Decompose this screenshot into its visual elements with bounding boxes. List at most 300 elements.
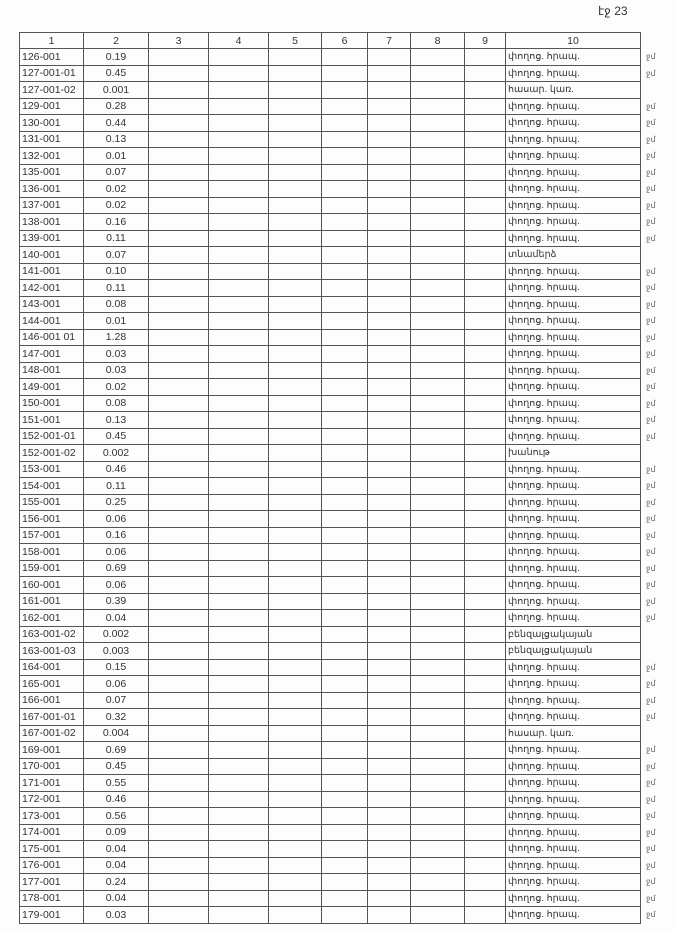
empty-cell	[368, 329, 411, 346]
empty-cell	[322, 511, 368, 528]
margin-mark: ջմ	[646, 679, 656, 688]
margin-mark: ջմ	[646, 299, 656, 309]
table-row	[20, 296, 641, 313]
empty-cell	[322, 148, 368, 165]
empty-cell	[209, 560, 269, 577]
empty-cell	[209, 593, 269, 610]
table-row	[20, 115, 641, 132]
empty-cell	[465, 98, 506, 115]
empty-cell	[269, 907, 322, 924]
area-value: 0.04	[84, 841, 149, 858]
land-use: փողոց. հրապ.	[506, 907, 641, 924]
empty-cell	[209, 626, 269, 643]
margin-mark: ջմ	[646, 415, 656, 424]
empty-cell	[149, 115, 209, 132]
land-use: փողոց. հրապ.	[506, 659, 641, 676]
margin-mark: ջմ	[646, 52, 656, 61]
parcel-code: 160-001	[20, 577, 84, 594]
empty-cell	[269, 445, 322, 462]
empty-cell	[368, 230, 411, 247]
area-value: 0.13	[84, 131, 149, 148]
empty-cell	[209, 758, 269, 775]
empty-cell	[149, 808, 209, 825]
empty-cell	[368, 692, 411, 709]
empty-cell	[209, 527, 269, 544]
land-use: փողոց. հրապ.	[506, 544, 641, 561]
empty-cell	[269, 412, 322, 429]
margin-mark: ջմ	[646, 134, 656, 144]
column-header-2: 2	[84, 33, 149, 49]
empty-cell	[269, 214, 322, 231]
land-use: հասար. կառ.	[506, 82, 641, 99]
empty-cell	[368, 643, 411, 660]
empty-cell	[368, 560, 411, 577]
empty-cell	[411, 329, 465, 346]
margin-mark: ջմ	[646, 365, 656, 375]
empty-cell	[465, 709, 506, 726]
land-use: փողոց. հրապ.	[506, 148, 641, 165]
empty-cell	[465, 148, 506, 165]
area-value: 0.09	[84, 824, 149, 841]
land-use: փողոց. հրապ.	[506, 362, 641, 379]
empty-cell	[269, 346, 322, 363]
empty-cell	[149, 874, 209, 891]
empty-cell	[209, 709, 269, 726]
land-use: փողոց. հրապ.	[506, 428, 641, 445]
empty-cell	[149, 494, 209, 511]
empty-cell	[465, 791, 506, 808]
land-use: փողոց. հրապ.	[506, 197, 641, 214]
margin-mark: ջմ	[646, 349, 656, 358]
empty-cell	[411, 362, 465, 379]
land-use: փողոց. հրապ.	[506, 263, 641, 280]
area-value: 0.002	[84, 445, 149, 462]
empty-cell	[465, 197, 506, 214]
empty-cell	[411, 610, 465, 627]
empty-cell	[411, 131, 465, 148]
empty-cell	[209, 544, 269, 561]
empty-cell	[209, 478, 269, 495]
empty-cell	[149, 329, 209, 346]
area-value: 0.19	[84, 49, 149, 66]
empty-cell	[411, 494, 465, 511]
empty-cell	[149, 824, 209, 841]
parcel-code: 164-001	[20, 659, 84, 676]
empty-cell	[269, 329, 322, 346]
land-use: փողոց. հրապ.	[506, 577, 641, 594]
empty-cell	[322, 98, 368, 115]
empty-cell	[411, 527, 465, 544]
page-number: էջ 23	[598, 4, 628, 18]
empty-cell	[149, 197, 209, 214]
land-use: փողոց. հրապ.	[506, 593, 641, 610]
area-value: 0.03	[84, 346, 149, 363]
land-use: փողոց. հրապ.	[506, 49, 641, 66]
empty-cell	[411, 758, 465, 775]
empty-cell	[269, 692, 322, 709]
parcel-code: 126-001	[20, 49, 84, 66]
land-use: փողոց. հրապ.	[506, 181, 641, 198]
empty-cell	[411, 841, 465, 858]
parcel-code: 157-001	[20, 527, 84, 544]
empty-cell	[368, 841, 411, 858]
margin-mark: ջմ	[646, 431, 656, 441]
area-value: 0.16	[84, 214, 149, 231]
empty-cell	[368, 181, 411, 198]
empty-cell	[465, 461, 506, 478]
empty-cell	[269, 230, 322, 247]
column-header-3: 3	[149, 33, 209, 49]
empty-cell	[465, 824, 506, 841]
margin-mark: ջմ	[646, 200, 656, 210]
empty-cell	[368, 445, 411, 462]
empty-cell	[322, 890, 368, 907]
table-row	[20, 280, 641, 297]
land-use: փողոց. հրապ.	[506, 379, 641, 396]
area-value: 0.69	[84, 742, 149, 759]
table-row	[20, 65, 641, 82]
empty-cell	[368, 115, 411, 132]
table-row	[20, 890, 641, 907]
table-row	[20, 775, 641, 792]
margin-mark: ջմ	[646, 547, 656, 556]
empty-cell	[149, 758, 209, 775]
table-row	[20, 626, 641, 643]
empty-cell	[322, 428, 368, 445]
margin-mark: ջմ	[646, 233, 656, 243]
table-row	[20, 49, 641, 66]
margin-mark: ջմ	[646, 811, 656, 820]
table-row	[20, 478, 641, 495]
area-value: 0.56	[84, 808, 149, 825]
empty-cell	[465, 610, 506, 627]
empty-cell	[465, 280, 506, 297]
empty-cell	[322, 49, 368, 66]
empty-cell	[269, 280, 322, 297]
margin-mark: ջմ	[646, 893, 656, 903]
margin-mark: ջմ	[646, 283, 656, 292]
empty-cell	[149, 280, 209, 297]
empty-cell	[209, 874, 269, 891]
table-row	[20, 907, 641, 924]
empty-cell	[269, 626, 322, 643]
empty-cell	[209, 494, 269, 511]
margin-mark: ջմ	[646, 827, 656, 837]
table-row	[20, 313, 641, 330]
empty-cell	[149, 296, 209, 313]
empty-cell	[368, 874, 411, 891]
empty-cell	[209, 148, 269, 165]
parcel-code: 131-001	[20, 131, 84, 148]
empty-cell	[465, 742, 506, 759]
table-row	[20, 197, 641, 214]
empty-cell	[269, 659, 322, 676]
empty-cell	[269, 197, 322, 214]
empty-cell	[149, 131, 209, 148]
margin-mark: ջմ	[646, 910, 656, 919]
empty-cell	[368, 709, 411, 726]
empty-cell	[322, 115, 368, 132]
margin-mark: ջմ	[646, 68, 656, 78]
empty-cell	[209, 164, 269, 181]
parcel-code: 150-001	[20, 395, 84, 412]
empty-cell	[149, 148, 209, 165]
empty-cell	[322, 478, 368, 495]
area-value: 0.46	[84, 461, 149, 478]
land-use: փողոց. հրապ.	[506, 560, 641, 577]
parcel-code: 138-001	[20, 214, 84, 231]
empty-cell	[368, 395, 411, 412]
empty-cell	[322, 709, 368, 726]
area-value: 0.25	[84, 494, 149, 511]
empty-cell	[465, 874, 506, 891]
table-row	[20, 725, 641, 742]
parcel-code: 155-001	[20, 494, 84, 511]
empty-cell	[411, 263, 465, 280]
parcel-code: 175-001	[20, 841, 84, 858]
margin-mark: ջմ	[646, 596, 656, 606]
land-use: փողոց. հրապ.	[506, 511, 641, 528]
table-row	[20, 148, 641, 165]
empty-cell	[149, 857, 209, 874]
empty-cell	[149, 841, 209, 858]
area-value: 0.01	[84, 148, 149, 165]
parcel-code: 141-001	[20, 263, 84, 280]
empty-cell	[209, 643, 269, 660]
empty-cell	[269, 544, 322, 561]
empty-cell	[322, 577, 368, 594]
empty-cell	[411, 659, 465, 676]
empty-cell	[411, 692, 465, 709]
empty-cell	[465, 626, 506, 643]
table-row	[20, 214, 641, 231]
empty-cell	[411, 346, 465, 363]
empty-cell	[411, 560, 465, 577]
empty-cell	[149, 247, 209, 264]
empty-cell	[411, 643, 465, 660]
table-row	[20, 395, 641, 412]
empty-cell	[368, 412, 411, 429]
empty-cell	[322, 758, 368, 775]
empty-cell	[411, 593, 465, 610]
empty-cell	[465, 725, 506, 742]
empty-cell	[465, 857, 506, 874]
empty-cell	[209, 296, 269, 313]
empty-cell	[149, 593, 209, 610]
column-header-10: 10	[506, 33, 641, 49]
land-use: փողոց. հրապ.	[506, 890, 641, 907]
empty-cell	[269, 379, 322, 396]
empty-cell	[368, 577, 411, 594]
table-row	[20, 824, 641, 841]
empty-cell	[411, 461, 465, 478]
empty-cell	[368, 164, 411, 181]
parcel-code: 158-001	[20, 544, 84, 561]
empty-cell	[368, 758, 411, 775]
area-value: 0.32	[84, 709, 149, 726]
land-use: փողոց. հրապ.	[506, 280, 641, 297]
table-row	[20, 692, 641, 709]
empty-cell	[465, 692, 506, 709]
empty-cell	[209, 841, 269, 858]
empty-cell	[209, 890, 269, 907]
empty-cell	[465, 527, 506, 544]
empty-cell	[269, 511, 322, 528]
area-value: 0.04	[84, 610, 149, 627]
land-use: փողոց. հրապ.	[506, 791, 641, 808]
empty-cell	[269, 148, 322, 165]
empty-cell	[411, 197, 465, 214]
empty-cell	[322, 82, 368, 99]
empty-cell	[209, 362, 269, 379]
empty-cell	[209, 412, 269, 429]
area-value: 0.001	[84, 82, 149, 99]
empty-cell	[465, 775, 506, 792]
area-value: 0.44	[84, 115, 149, 132]
margin-mark: ջմ	[646, 398, 656, 408]
table-row	[20, 659, 641, 676]
empty-cell	[149, 775, 209, 792]
area-value: 0.06	[84, 544, 149, 561]
empty-cell	[322, 692, 368, 709]
empty-cell	[465, 445, 506, 462]
empty-cell	[411, 49, 465, 66]
empty-cell	[322, 461, 368, 478]
empty-cell	[149, 626, 209, 643]
empty-cell	[465, 329, 506, 346]
empty-cell	[322, 313, 368, 330]
empty-cell	[209, 197, 269, 214]
empty-cell	[149, 346, 209, 363]
land-use: փողոց. հրապ.	[506, 214, 641, 231]
empty-cell	[269, 709, 322, 726]
empty-cell	[149, 82, 209, 99]
table-row	[20, 610, 641, 627]
empty-cell	[322, 395, 368, 412]
margin-mark: ջմ	[646, 761, 656, 771]
area-value: 0.03	[84, 362, 149, 379]
empty-cell	[411, 791, 465, 808]
area-value: 0.07	[84, 692, 149, 709]
empty-cell	[322, 610, 368, 627]
empty-cell	[368, 197, 411, 214]
empty-cell	[269, 82, 322, 99]
column-header-8: 8	[411, 33, 465, 49]
land-use: փողոց. հրապ.	[506, 808, 641, 825]
empty-cell	[209, 676, 269, 693]
empty-cell	[368, 511, 411, 528]
parcel-code: 136-001	[20, 181, 84, 198]
empty-cell	[269, 247, 322, 264]
margin-mark: ջմ	[646, 118, 656, 127]
empty-cell	[322, 494, 368, 511]
empty-cell	[269, 395, 322, 412]
empty-cell	[149, 742, 209, 759]
table-row	[20, 131, 641, 148]
empty-cell	[411, 65, 465, 82]
empty-cell	[411, 82, 465, 99]
empty-cell	[368, 593, 411, 610]
empty-cell	[269, 494, 322, 511]
empty-cell	[269, 131, 322, 148]
empty-cell	[269, 791, 322, 808]
empty-cell	[322, 742, 368, 759]
empty-cell	[149, 709, 209, 726]
empty-cell	[368, 824, 411, 841]
empty-cell	[149, 577, 209, 594]
parcel-code: 171-001	[20, 775, 84, 792]
empty-cell	[209, 461, 269, 478]
empty-cell	[149, 214, 209, 231]
empty-cell	[269, 857, 322, 874]
empty-cell	[368, 791, 411, 808]
empty-cell	[269, 527, 322, 544]
table-row	[20, 329, 641, 346]
land-use: փողոց. հրապ.	[506, 758, 641, 775]
empty-cell	[322, 824, 368, 841]
parcel-code: 162-001	[20, 610, 84, 627]
empty-cell	[149, 676, 209, 693]
empty-cell	[411, 808, 465, 825]
area-value: 0.03	[84, 907, 149, 924]
empty-cell	[411, 98, 465, 115]
table-row	[20, 577, 641, 594]
empty-cell	[269, 263, 322, 280]
table-row	[20, 643, 641, 660]
empty-cell	[465, 841, 506, 858]
empty-cell	[368, 478, 411, 495]
empty-cell	[149, 65, 209, 82]
empty-cell	[269, 181, 322, 198]
empty-cell	[465, 478, 506, 495]
empty-cell	[368, 280, 411, 297]
land-use: բենզալցակայան	[506, 626, 641, 643]
empty-cell	[209, 115, 269, 132]
area-value: 1.28	[84, 329, 149, 346]
empty-cell	[368, 379, 411, 396]
land-use: փողոց. հրապ.	[506, 230, 641, 247]
empty-cell	[209, 98, 269, 115]
empty-cell	[368, 610, 411, 627]
empty-cell	[269, 49, 322, 66]
empty-cell	[322, 65, 368, 82]
area-value: 0.02	[84, 181, 149, 198]
margin-mark: ջմ	[646, 217, 656, 226]
empty-cell	[322, 263, 368, 280]
land-use: փողոց. հրապ.	[506, 775, 641, 792]
empty-cell	[209, 808, 269, 825]
table-row	[20, 263, 641, 280]
empty-cell	[465, 230, 506, 247]
empty-cell	[368, 362, 411, 379]
empty-cell	[149, 164, 209, 181]
empty-cell	[209, 907, 269, 924]
empty-cell	[209, 791, 269, 808]
area-value: 0.15	[84, 659, 149, 676]
land-use: փողոց. հրապ.	[506, 527, 641, 544]
empty-cell	[368, 428, 411, 445]
empty-cell	[465, 428, 506, 445]
empty-cell	[322, 544, 368, 561]
empty-cell	[149, 511, 209, 528]
land-use: փողոց. հրապ.	[506, 692, 641, 709]
empty-cell	[209, 379, 269, 396]
empty-cell	[368, 214, 411, 231]
empty-cell	[368, 857, 411, 874]
margin-mark: ջմ	[646, 266, 656, 276]
empty-cell	[149, 49, 209, 66]
area-value: 0.004	[84, 725, 149, 742]
